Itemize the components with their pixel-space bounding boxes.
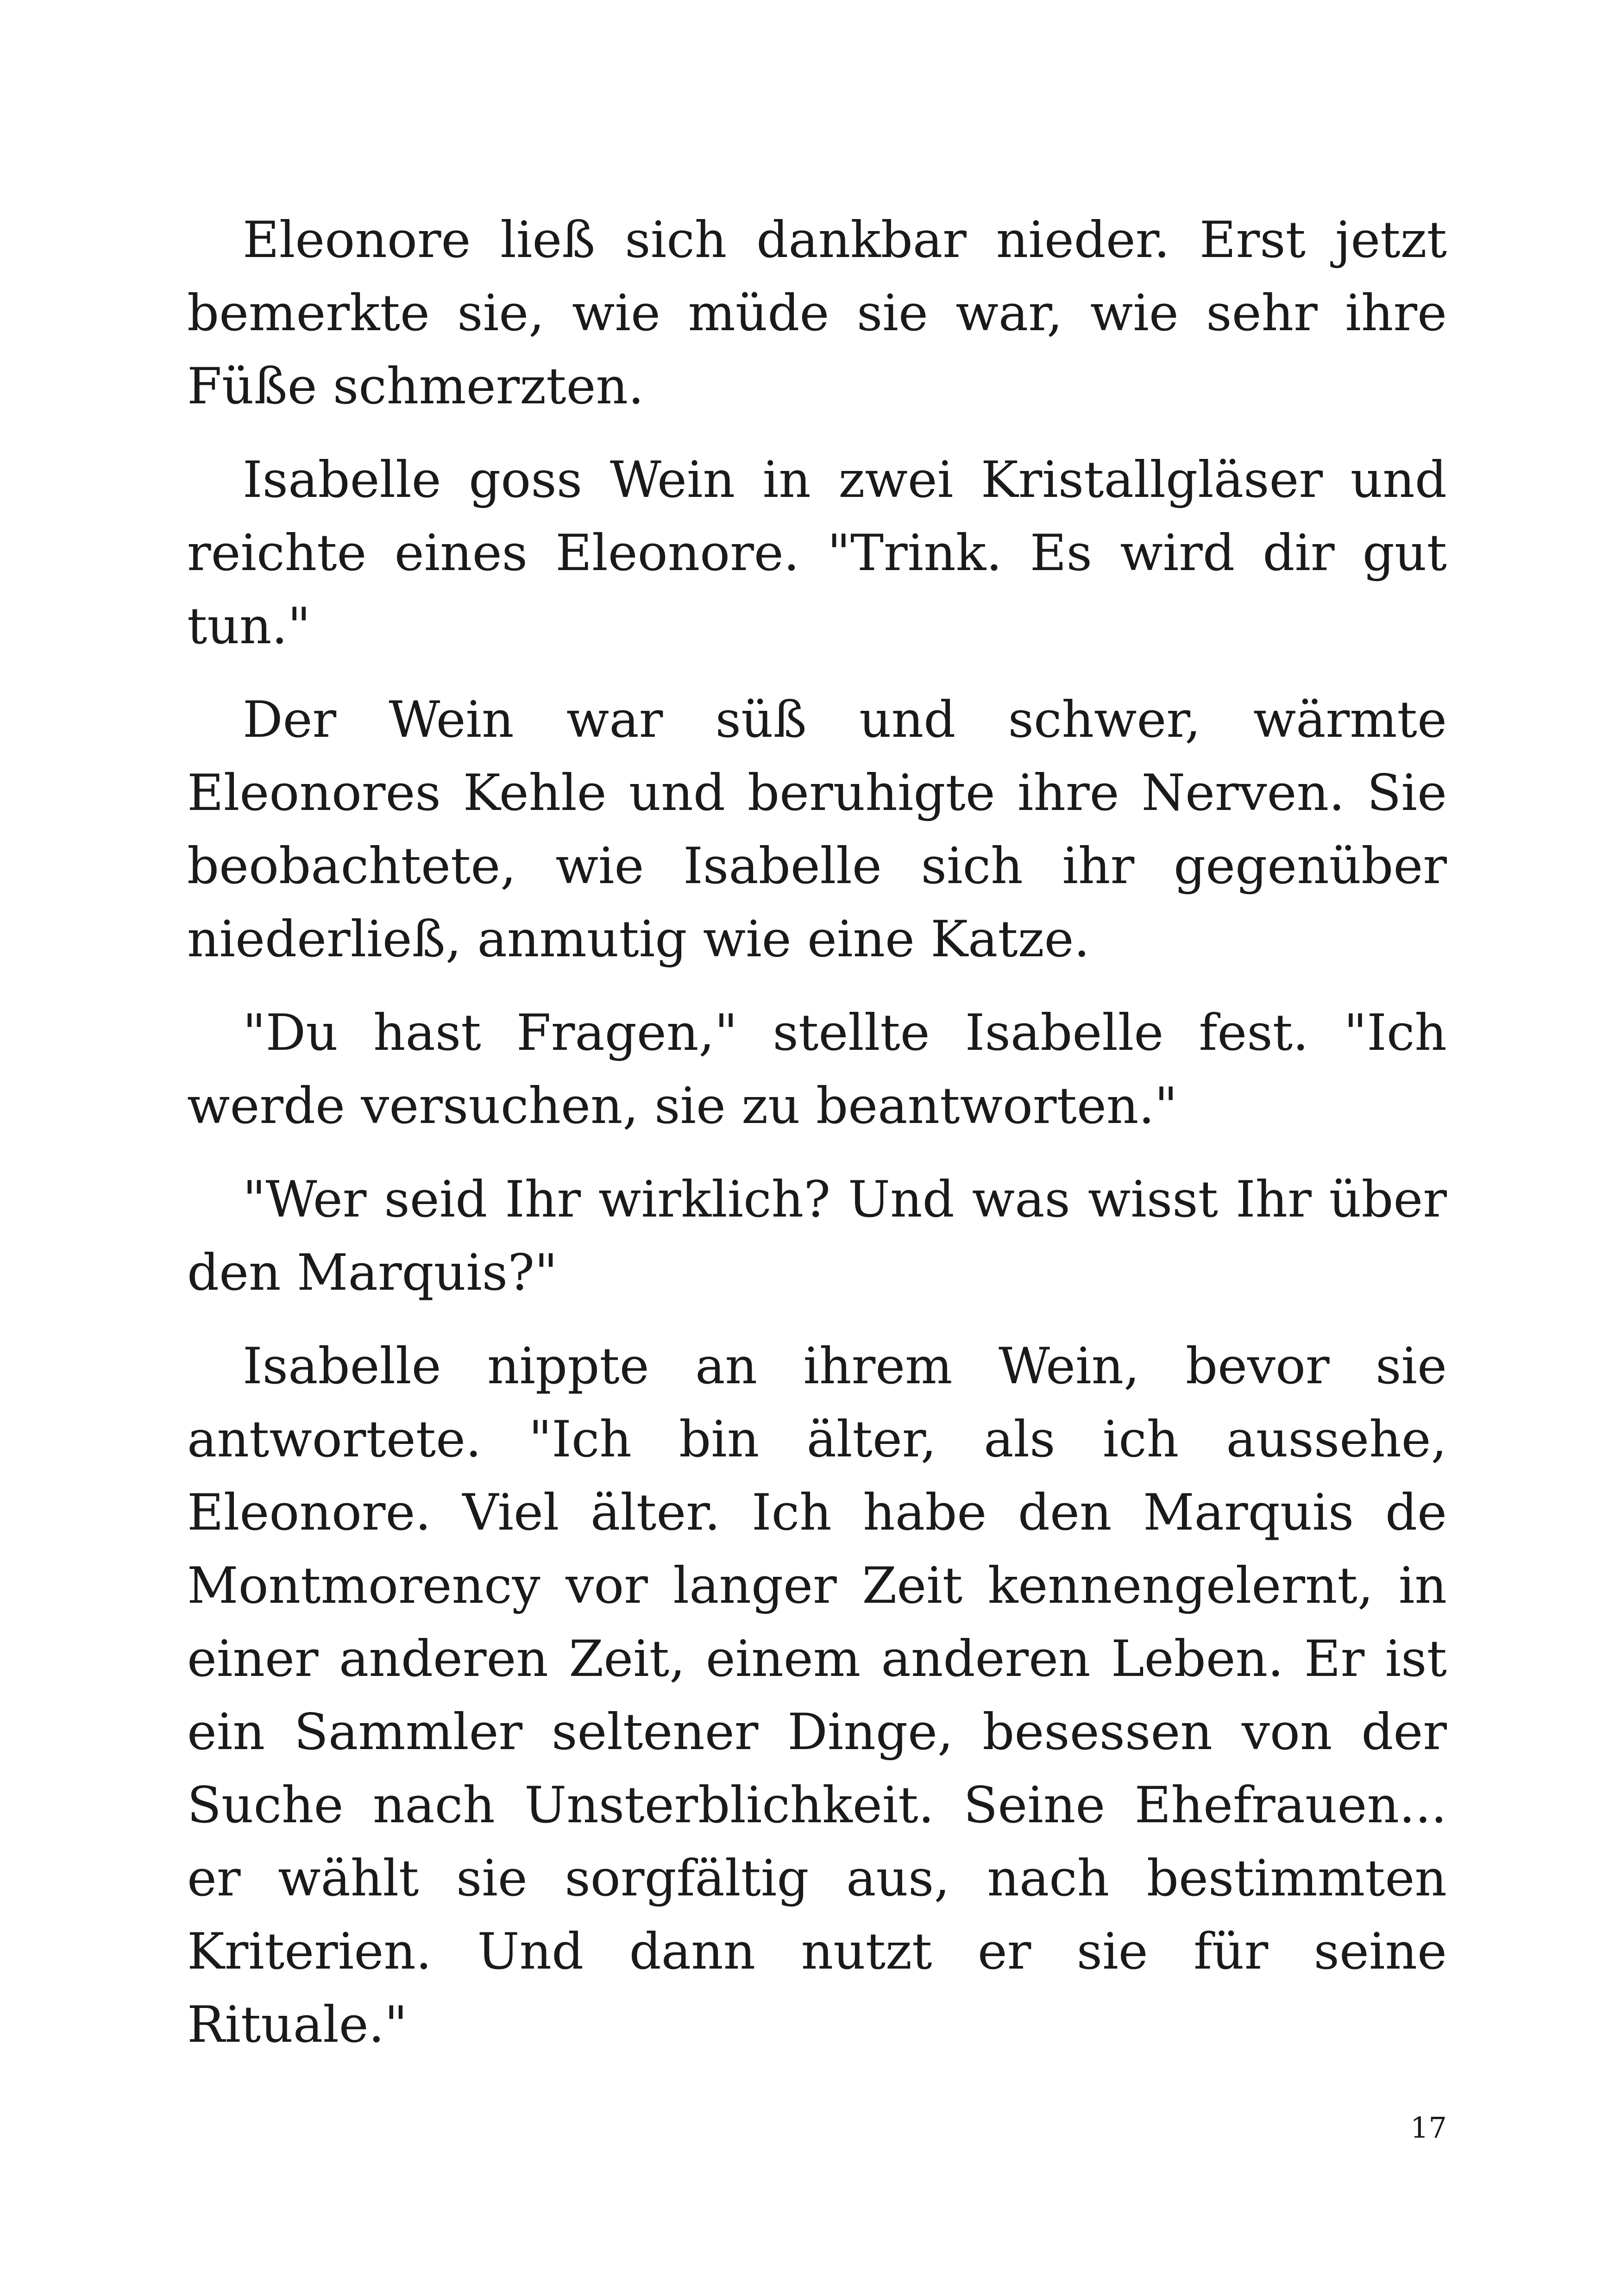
page-number: 17 — [1410, 2111, 1447, 2145]
paragraph: "Wer seid Ihr wirklich? Und was wisst Ihr über den Marquis?" — [187, 1171, 1447, 1302]
paragraph: "Du hast Fragen," stellte Isabelle fest. "Ich werde versuchen, sie zu beantworten." — [187, 1004, 1447, 1135]
paragraph: Isabelle nippte an ihrem Wein, bevor sie antwortete. "Ich bin älter, als ich aussehe, Eleonore. Viel älter. Ich habe den Marquis de Montmorency vor langer Zeit kennengelernt, in einer anderen Zeit, einem anderen Leben. Er ist ein Sammler seltener Dinge, besessen von der Suche nach Unsterblichkeit. Seine Ehefrauen... er wählt sie sorgfältig aus, nach bestimmten Kriterien. Und dann nutzt er sie für seine Rituale." — [187, 1337, 1447, 2054]
paragraph: Der Wein war süß und schwer, wärmte Eleonores Kehle und beruhigte ihre Nerven. Sie beobachtete, wie Isabelle sich ihr gegenüber niederließ, anmutig wie eine Katze. — [187, 691, 1447, 968]
body-text — [187, 204, 1447, 2082]
paragraph: Isabelle goss Wein in zwei Kristallgläser und reichte eines Eleonore. "Trink. Es wird dir gut tun." — [187, 451, 1447, 655]
paragraph: Eleonore ließ sich dankbar nieder. Erst jetzt bemerkte sie, wie müde sie war, wie sehr ihre Füße schmerzten. — [187, 211, 1447, 415]
